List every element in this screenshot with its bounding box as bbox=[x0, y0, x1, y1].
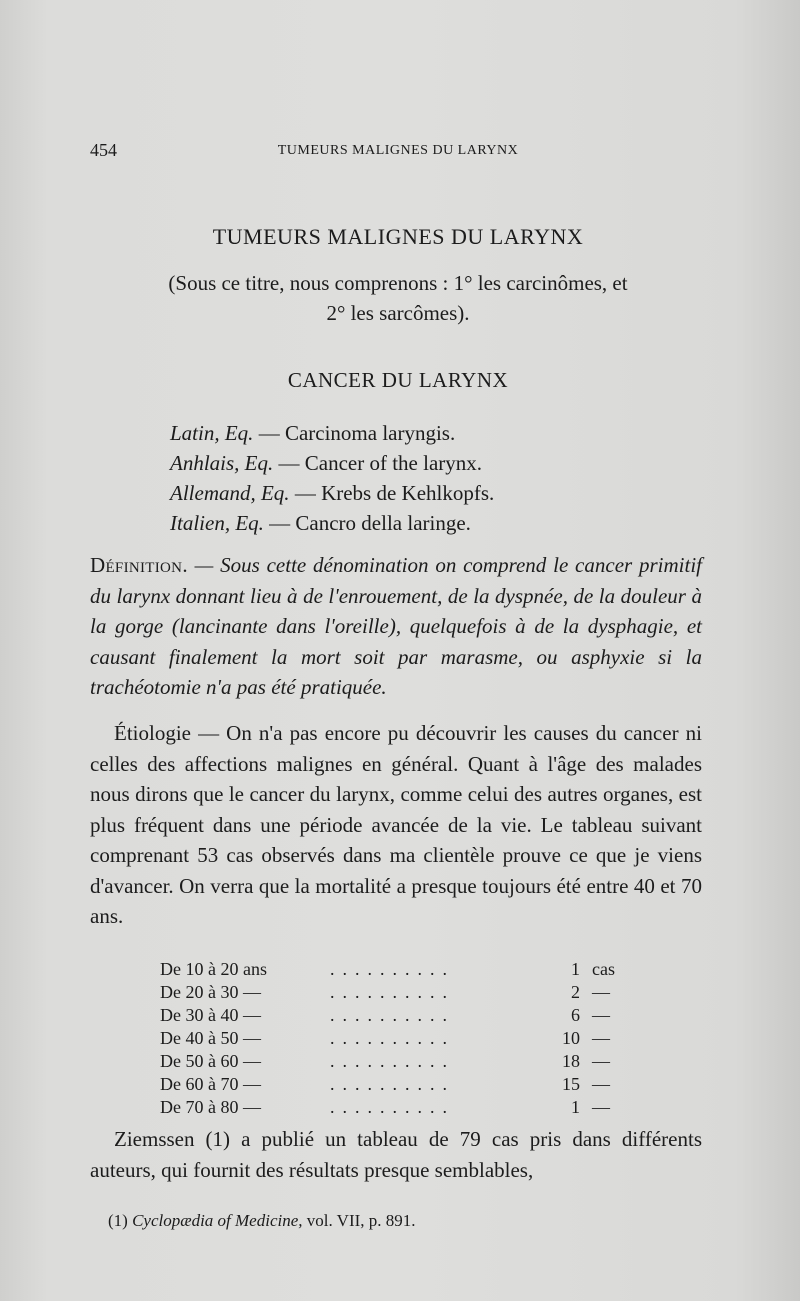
case-count: 6 bbox=[571, 1005, 580, 1025]
subtitle-line-1: (Sous ce titre, nous comprenons : 1° les carcinômes, et bbox=[168, 271, 628, 295]
leader-dots: .......... bbox=[330, 1074, 455, 1094]
synonym-term: — Carcinoma laryngis. bbox=[258, 421, 456, 445]
definition-paragraph bbox=[90, 550, 702, 703]
synonym-row bbox=[170, 418, 590, 448]
running-head: TUMEURS MALIGNES DU LARYNX bbox=[277, 143, 519, 158]
age-table bbox=[160, 958, 640, 1119]
synonym-language: Italien, Eq. bbox=[170, 511, 264, 535]
synonym-row bbox=[170, 508, 590, 538]
subtitle-line-2: 2° les sarcômes). bbox=[326, 301, 470, 325]
etiology-paragraph bbox=[90, 718, 702, 932]
age-range: De 70 à 80 — bbox=[160, 1097, 261, 1117]
case-unit: cas bbox=[592, 959, 615, 979]
age-table-row bbox=[160, 958, 640, 981]
age-table-row bbox=[160, 1050, 640, 1073]
case-unit: — bbox=[592, 1028, 610, 1048]
age-range: De 20 à 30 — bbox=[160, 982, 261, 1002]
case-unit: — bbox=[592, 1074, 610, 1094]
leader-dots: .......... bbox=[330, 1005, 455, 1025]
age-range: De 60 à 70 — bbox=[160, 1074, 261, 1094]
ziemssen-paragraph bbox=[90, 1124, 702, 1185]
leader-dots: .......... bbox=[330, 982, 455, 1002]
page-number: 454 bbox=[90, 140, 117, 160]
footnote-marker: (1) bbox=[108, 1211, 128, 1230]
age-range: De 50 à 60 — bbox=[160, 1051, 261, 1071]
case-unit: — bbox=[592, 982, 610, 1002]
age-range: De 40 à 50 — bbox=[160, 1028, 261, 1048]
etiology-text: Étiologie — On n'a pas encore pu découvrir les causes du cancer ni celles des affections malignes en général. Quant à l'âge des malades nous dirons que le cancer du larynx, comme celui des autres organes, est plus fréquent dans une période avancée de la vie. Le tableau suivant comprenant 53 cas observés dans ma clientèle prouve ce que je viens d'avancer. On verra que la mortalité a presque toujours été entre 40 et 70 ans. bbox=[90, 721, 702, 928]
synonyms-list bbox=[170, 418, 590, 538]
case-count: 10 bbox=[562, 1028, 580, 1048]
age-table-row bbox=[160, 1096, 640, 1119]
synonym-row bbox=[170, 448, 590, 478]
page-header bbox=[90, 140, 706, 164]
case-unit: — bbox=[592, 1005, 610, 1025]
footnote-title: Cyclopædia of Medicine, bbox=[132, 1211, 303, 1230]
age-table-row bbox=[160, 1004, 640, 1027]
definition-text: — Sous cette dénomination on comprend le cancer primitif du larynx donnant lieu à de l'enrouement, de la dyspnée, de la douleur à la gorge (lancinante dans l'oreille), quelquefois à de la dysphagie, et causant finalement la mort soit par marasme, ou asphyxie si la trachéotomie n'a pas été pratiquée. bbox=[90, 553, 702, 699]
synonym-term: — Cancro della laringe. bbox=[269, 511, 471, 535]
case-count: 2 bbox=[571, 982, 580, 1002]
definition-label: Définition. bbox=[90, 553, 188, 577]
chapter-title: TUMEURS MALIGNES DU LARYNX bbox=[212, 224, 584, 249]
synonym-language: Latin, Eq. bbox=[170, 421, 254, 445]
case-count: 1 bbox=[571, 959, 580, 979]
footnote-ref: vol. VII, p. 891. bbox=[302, 1211, 416, 1230]
case-count: 15 bbox=[562, 1074, 580, 1094]
section-title: CANCER DU LARYNX bbox=[287, 368, 509, 392]
chapter-subtitle bbox=[90, 268, 706, 328]
age-table-row bbox=[160, 1073, 640, 1096]
leader-dots: .......... bbox=[330, 1097, 455, 1117]
synonym-row bbox=[170, 478, 590, 508]
age-table-row bbox=[160, 1027, 640, 1050]
synonym-language: Anhlais, Eq. bbox=[170, 451, 274, 475]
case-count: 18 bbox=[562, 1051, 580, 1071]
leader-dots: .......... bbox=[330, 1028, 455, 1048]
age-range: De 10 à 20 ans bbox=[160, 959, 267, 979]
footnote bbox=[108, 1211, 416, 1231]
case-count: 1 bbox=[571, 1097, 580, 1117]
leader-dots: .......... bbox=[330, 1051, 455, 1071]
synonym-language: Allemand, Eq. bbox=[170, 481, 290, 505]
leader-dots: .......... bbox=[330, 959, 455, 979]
age-table-row bbox=[160, 981, 640, 1004]
synonym-term: — Krebs de Kehlkopfs. bbox=[294, 481, 495, 505]
synonym-term: — Cancer of the larynx. bbox=[278, 451, 483, 475]
case-unit: — bbox=[592, 1097, 610, 1117]
ziemssen-text: Ziemssen (1) a publié un tableau de 79 cas pris dans différents auteurs, qui fournit des résultats presque semblables, bbox=[90, 1127, 702, 1182]
age-range: De 30 à 40 — bbox=[160, 1005, 261, 1025]
case-unit: — bbox=[592, 1051, 610, 1071]
